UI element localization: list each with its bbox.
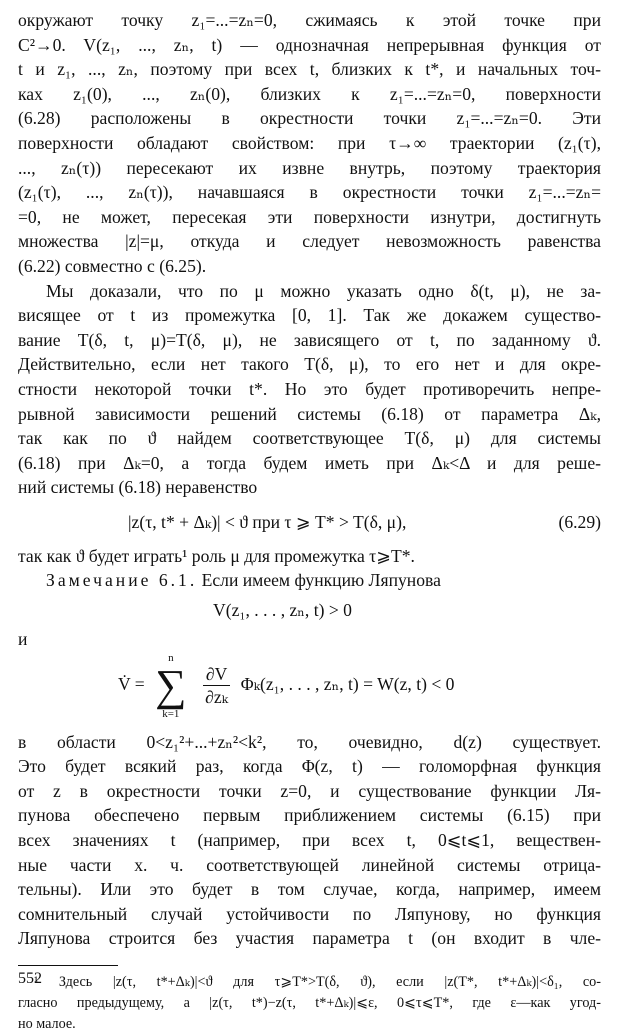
text-line: =0, не может, пересекая эти поверхности изнутри, достигнуть	[18, 206, 601, 227]
sum-lower: k=1	[162, 707, 180, 720]
text-line: (6.18) при Δₖ=0, а тогда будем иметь при Δₖ<Δ и для решe-	[18, 452, 601, 473]
fraction-numerator: ∂V	[203, 663, 230, 686]
paragraph-mid	[18, 279, 601, 500]
vdot-lhs: V̇ =	[118, 673, 145, 694]
equation-6-29	[18, 506, 601, 538]
text-line: ..., zₙ(τ)) пересекают их извне внутрь, поэтому траектория	[18, 157, 601, 178]
paragraph-top	[18, 8, 601, 279]
fraction	[203, 663, 230, 708]
remark-line	[18, 568, 601, 593]
sum-upper: n	[168, 651, 174, 664]
sigma-icon: ∑	[155, 660, 187, 710]
equation-number: (6.29)	[558, 511, 601, 532]
paragraph-bottom	[18, 730, 601, 951]
remark-label: Замечание 6.1.	[46, 570, 198, 591]
summation	[155, 652, 186, 720]
text-line: (z₁(τ), ..., zₙ(τ)), начавшаяся в окрестности точки z₁=...=zₙ=	[18, 182, 601, 203]
vdot-rhs: Φₖ(z₁, . . . , zₙ, t) = W(z, t) < 0	[240, 673, 455, 694]
text-line: ках z₁(0), ..., zₙ(0), близких к z₁=...=zₙ=0, поверхности	[18, 83, 601, 104]
text-line: так как по ϑ найдем соответствующее T(δ, μ) для системы	[18, 428, 601, 449]
page-number: 552	[18, 970, 42, 987]
text-line: тельны). Или это будет в том случае, когда, например, имеем	[18, 879, 601, 900]
footnote-line: гласно предыдущему, а |z(τ, t*)−z(τ, t*+Δₖ)|⩽ε, 0⩽τ⩽T*, где ε—как угод-	[18, 995, 601, 1011]
text-line: рывной зависимости решений системы (6.18) от параметра Δₖ,	[18, 403, 601, 424]
text-line: сомнительный случай устойчивости по Ляпунову, но функция	[18, 903, 601, 924]
page-body	[18, 8, 601, 1035]
text-line: Это будет всякий раз, когда Φ(z, t) — голоморфная функция	[18, 756, 601, 777]
text-line: всех значениях t (например, при всех t, 0⩽t⩽1, веществен-	[18, 830, 601, 851]
text-line: стности некоторой точки t*. Но это будет противоречить непре-	[18, 378, 601, 399]
lyapunov-formula	[18, 593, 601, 627]
equation-body: V(z₁, . . . , zₙ, t) > 0	[213, 600, 352, 621]
text-line: вание T(δ, t, μ)=T(δ, μ), не зависящего от t, по заданному ϑ.	[18, 329, 601, 350]
vdot-formula	[18, 652, 601, 730]
text-line: ные части х. ч. соответствующей линейной системы отрица-	[18, 854, 601, 875]
fraction-denominator: ∂zₖ	[205, 687, 229, 708]
footnote-line: но малое.	[18, 1016, 76, 1032]
footnote-divider	[18, 965, 118, 966]
text-line: висящее от t из промежутка [0, 1]. Так же докажем существо-	[18, 305, 601, 326]
text-line: Мы доказали, что по μ можно указать одно δ(t, μ), не за-	[46, 280, 601, 301]
text-line: множества |z|=μ, откуда и следует невозможность равенства	[18, 231, 601, 252]
text-line: в области 0<z₁²+...+zₙ²<k², то, очевидно, d(z) существует.	[18, 731, 601, 752]
footnote	[18, 972, 601, 1035]
text-line: Ляпунова строится без участия параметра t (он входит в чле-	[18, 928, 601, 949]
text-line: C²→0. V(z₁, ..., zₙ, t) — однозначная непрерывная функция от	[18, 34, 601, 55]
text-line: ний системы (6.18) неравенство	[18, 477, 258, 498]
text-line: поверхности обладают свойством: при τ→∞ траектории (z₁(τ),	[18, 132, 601, 153]
text-line: пунова обеспечено первым приближением системы (6.15) при	[18, 805, 601, 826]
text-line: окружают точку z₁=...=zₙ=0, сжимаясь к этой точке при	[18, 10, 601, 30]
conjunction: и	[18, 629, 28, 650]
text-line: от z в окрестности точки z=0, и существование функции Ля-	[18, 780, 601, 801]
text-line: Действительно, если нет такого T(δ, μ), то его нет и для окре-	[18, 354, 601, 375]
text-line: t и z₁, ..., zₙ, поэтому при всех t, близких к t*, и начальных точ-	[18, 59, 601, 80]
text-line: (6.28) расположены в окрестности точки z₁=...=zₙ=0. Эти	[18, 108, 601, 129]
text-line: так как ϑ будет играть¹ роль μ для промежутка τ⩾T*.	[18, 545, 415, 566]
text-line: (6.22) совместно с (6.25).	[18, 255, 207, 276]
remark-text: Если имеем функцию Ляпунова	[197, 570, 441, 591]
footnote-line: ¹ Здесь |z(τ, t*+Δₖ)|<ϑ для τ⩾T*>T(δ, ϑ), если |z(T*, t*+Δₖ)|<δ₁, со-	[34, 974, 601, 990]
equation-body: |z(τ, t* + Δₖ)| < ϑ при τ ⩾ T* > T(δ, μ),	[128, 511, 407, 532]
